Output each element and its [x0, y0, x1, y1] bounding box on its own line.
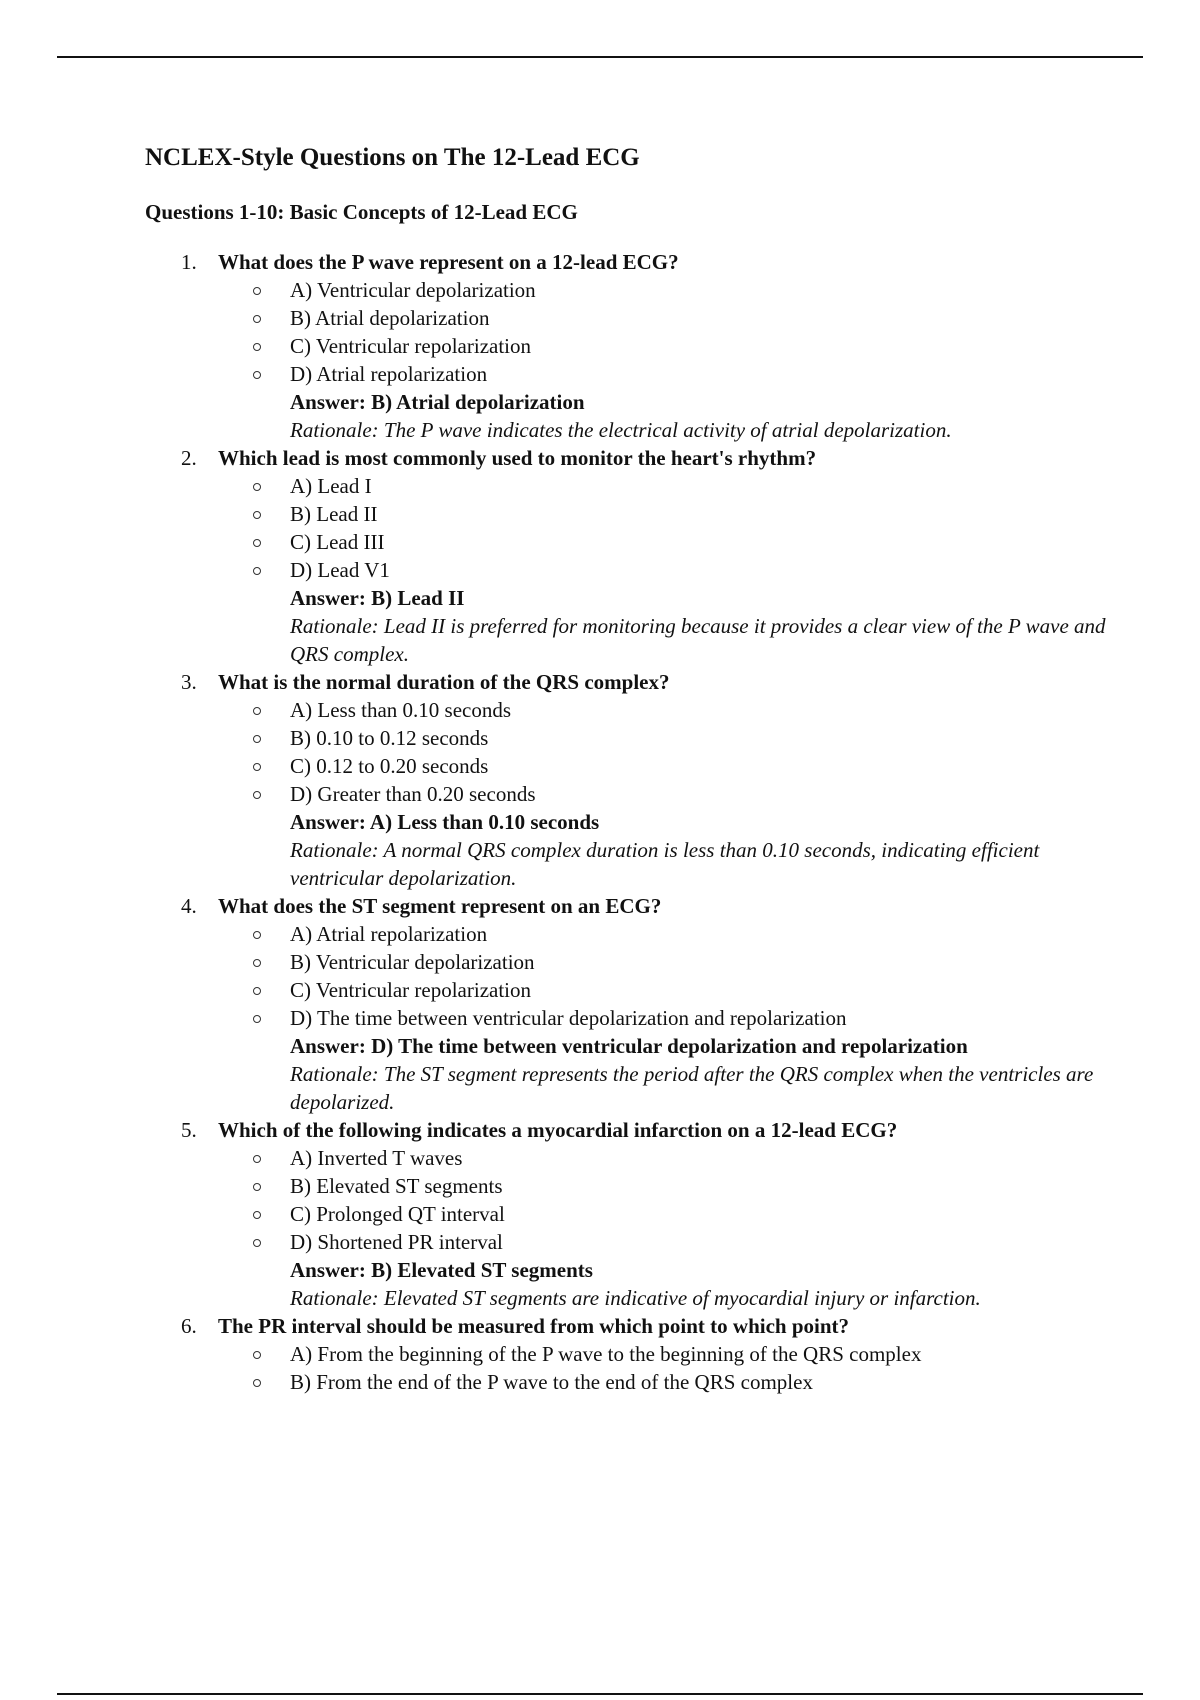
circle-bullet-icon — [253, 987, 261, 995]
bottom-rule — [57, 1693, 1143, 1695]
option-text: C) Lead III — [290, 530, 385, 554]
rationale-text: Rationale: The ST segment represents the period after the QRS complex when the ventricles are depolarized. — [290, 1062, 1094, 1114]
rationale-text: Rationale: Elevated ST segments are indicative of myocardial injury or infarction. — [290, 1286, 981, 1310]
option-item — [290, 976, 1125, 1004]
option-text: D) Atrial repolarization — [290, 362, 488, 386]
rationale-text: Rationale: Lead II is preferred for monitoring because it provides a clear view of the P wave and QRS complex. — [290, 614, 1106, 666]
question-item — [145, 892, 1125, 1116]
question-item — [145, 668, 1125, 892]
circle-bullet-icon — [253, 287, 261, 295]
option-list — [218, 472, 1125, 584]
option-text: D) Greater than 0.20 seconds — [290, 782, 536, 806]
option-text: B) From the end of the P wave to the end of the QRS complex — [290, 1370, 813, 1394]
option-item — [290, 780, 1125, 808]
option-text: C) Ventricular repolarization — [290, 978, 532, 1002]
option-item — [290, 1004, 1125, 1032]
circle-bullet-icon — [253, 539, 261, 547]
circle-bullet-icon — [253, 483, 261, 491]
option-text: C) Prolonged QT interval — [290, 1202, 505, 1226]
question-item — [145, 1312, 1125, 1396]
option-item — [290, 1340, 1125, 1368]
option-item — [290, 528, 1125, 556]
circle-bullet-icon — [253, 567, 261, 575]
option-text: C) Ventricular repolarization — [290, 334, 532, 358]
circle-bullet-icon — [253, 931, 261, 939]
option-text: D) The time between ventricular depolarization and repolarization — [290, 1006, 847, 1030]
option-item — [290, 1228, 1125, 1256]
option-text: A) Less than 0.10 seconds — [290, 698, 512, 722]
option-item — [290, 752, 1125, 780]
option-item — [290, 332, 1125, 360]
option-text: D) Lead V1 — [290, 558, 390, 582]
question-number: 1. — [181, 250, 197, 274]
option-text: A) Ventricular depolarization — [290, 278, 536, 302]
circle-bullet-icon — [253, 791, 261, 799]
option-item — [290, 1172, 1125, 1200]
question-text: Which lead is most commonly used to monitor the heart's rhythm? — [218, 446, 817, 470]
option-text: C) 0.12 to 0.20 seconds — [290, 754, 489, 778]
answer-text: Answer: B) Elevated ST segments — [290, 1258, 593, 1282]
option-list — [218, 1144, 1125, 1256]
answer-text: Answer: B) Lead II — [290, 586, 465, 610]
option-text: B) Ventricular depolarization — [290, 950, 535, 974]
option-text: A) From the beginning of the P wave to the beginning of the QRS complex — [290, 1342, 922, 1366]
question-item — [145, 1116, 1125, 1312]
question-list — [145, 248, 1125, 1396]
rationale-text: Rationale: The P wave indicates the electrical activity of atrial depolarization. — [290, 418, 952, 442]
option-text: B) Lead II — [290, 502, 378, 526]
option-item — [290, 304, 1125, 332]
question-text: The PR interval should be measured from which point to which point? — [218, 1314, 850, 1338]
question-text: Which of the following indicates a myocardial infarction on a 12-lead ECG? — [218, 1118, 898, 1142]
option-text: D) Shortened PR interval — [290, 1230, 503, 1254]
option-list — [218, 276, 1125, 388]
page-content — [145, 142, 1125, 1396]
circle-bullet-icon — [253, 763, 261, 771]
question-text: What does the P wave represent on a 12-lead ECG? — [218, 250, 679, 274]
circle-bullet-icon — [253, 1211, 261, 1219]
option-item — [290, 472, 1125, 500]
option-list — [218, 920, 1125, 1032]
option-text: B) Atrial depolarization — [290, 306, 490, 330]
option-item — [290, 1200, 1125, 1228]
option-item — [290, 920, 1125, 948]
question-number: 6. — [181, 1314, 197, 1338]
option-text: B) Elevated ST segments — [290, 1174, 503, 1198]
circle-bullet-icon — [253, 371, 261, 379]
option-item — [290, 948, 1125, 976]
circle-bullet-icon — [253, 1183, 261, 1191]
question-text: What is the normal duration of the QRS complex? — [218, 670, 670, 694]
option-text: A) Atrial repolarization — [290, 922, 488, 946]
circle-bullet-icon — [253, 511, 261, 519]
option-item — [290, 360, 1125, 388]
rationale-text: Rationale: A normal QRS complex duration is less than 0.10 seconds, indicating efficient ventricular depolarization. — [290, 838, 1040, 890]
circle-bullet-icon — [253, 315, 261, 323]
option-item — [290, 500, 1125, 528]
document-title: NCLEX-Style Questions on The 12-Lead ECG — [145, 144, 640, 171]
question-item — [145, 248, 1125, 444]
question-number: 2. — [181, 446, 197, 470]
circle-bullet-icon — [253, 959, 261, 967]
option-item — [290, 696, 1125, 724]
circle-bullet-icon — [253, 735, 261, 743]
circle-bullet-icon — [253, 1155, 261, 1163]
option-item — [290, 276, 1125, 304]
option-item — [290, 724, 1125, 752]
option-list — [218, 696, 1125, 808]
circle-bullet-icon — [253, 343, 261, 351]
circle-bullet-icon — [253, 1015, 261, 1023]
circle-bullet-icon — [253, 1351, 261, 1359]
top-rule — [57, 56, 1143, 58]
option-list — [218, 1340, 1125, 1396]
answer-text: Answer: A) Less than 0.10 seconds — [290, 810, 600, 834]
question-text: What does the ST segment represent on an ECG? — [218, 894, 662, 918]
option-item — [290, 556, 1125, 584]
option-item — [290, 1144, 1125, 1172]
circle-bullet-icon — [253, 1239, 261, 1247]
answer-text: Answer: D) The time between ventricular depolarization and repolarization — [290, 1034, 968, 1058]
option-text: A) Lead I — [290, 474, 372, 498]
question-item — [145, 444, 1125, 668]
option-text: A) Inverted T waves — [290, 1146, 463, 1170]
option-text: B) 0.10 to 0.12 seconds — [290, 726, 489, 750]
question-number: 3. — [181, 670, 197, 694]
question-number: 4. — [181, 894, 197, 918]
question-number: 5. — [181, 1118, 197, 1142]
option-item — [290, 1368, 1125, 1396]
section-title: Questions 1-10: Basic Concepts of 12-Lead ECG — [145, 200, 578, 224]
answer-text: Answer: B) Atrial depolarization — [290, 390, 585, 414]
circle-bullet-icon — [253, 707, 261, 715]
circle-bullet-icon — [253, 1379, 261, 1387]
